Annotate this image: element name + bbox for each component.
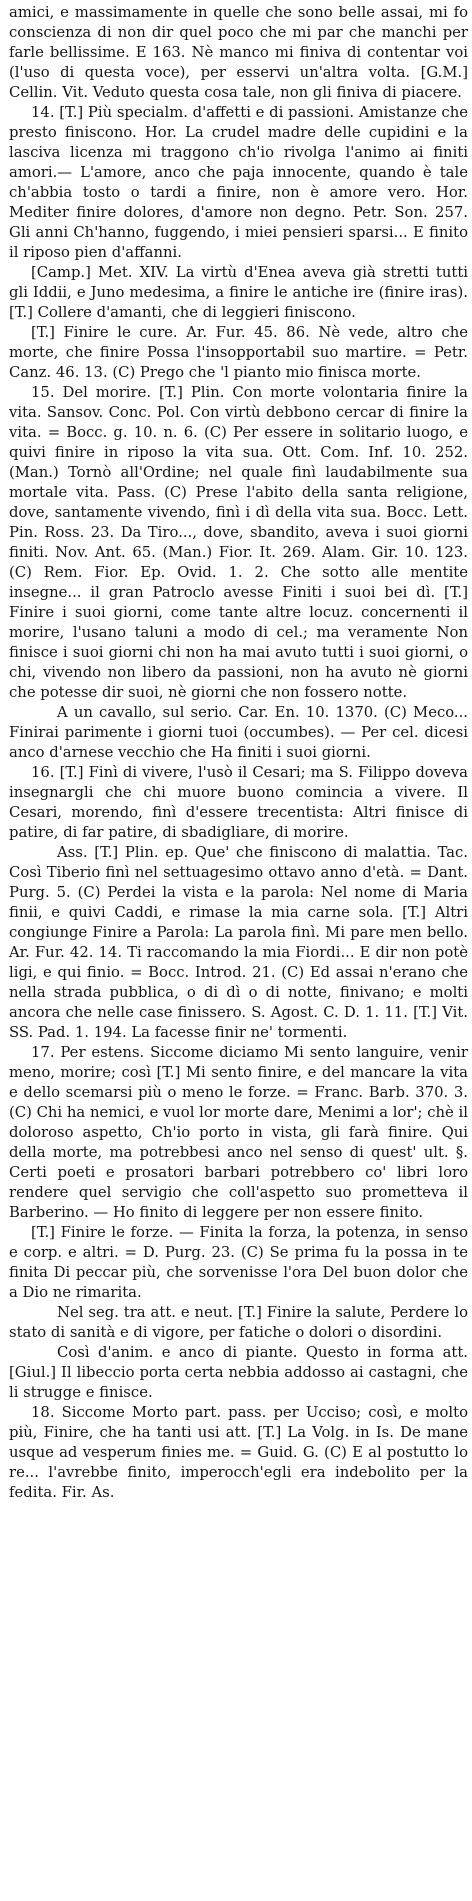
paragraph-cosi-d-anim: Così d'anim. e anco di piante. Questo in forma att. [Giul.] Il libeccio porta certa nebbia addosso ai castagni, che li strugge e finisce.: [9, 1344, 468, 1401]
paragraph-sense-18: 18. Siccome Morto part. pass. per Ucciso; così, e molto più, Finire, che ha tanti usi att. [T.] La Volg. in Is. De mane usque ad vesperum finies me. = Guid. G. (C) E al postutto lo re... l'avrebbe finito, imperocch'egli era indebolito per la fedita. Fir. As.: [9, 1404, 468, 1501]
paragraph-finire-le-cure: [T.] Finire le cure. Ar. Fur. 45. 86. Nè vede, altro che morte, che finire Possa l'insopportabil suo martire. = Petr. Canz. 46. 13. (C) Prego che 'l pianto mio finisca morte.: [9, 324, 468, 381]
paragraph-sense-16: 16. [T.] Finì di vivere, l'usò il Cesari; ma S. Filippo doveva insegnargli che chi muore buono comincia a vivere. Il Cesari, morendo, finì d'essere trecentista: Altri finisce di patire, di far patire, di sbadigliare, di morire.: [9, 764, 468, 841]
paragraph-nel-seg: Nel seg. tra att. e neut. [T.] Finire la salute, Perdere lo stato di sanità e di vigore, per fatiche o dolori o disordini.: [9, 1304, 468, 1341]
paragraph-amici-continuation: amici, e massimamente in quelle che sono belle assai, mi fo conscienza di non dir quel poco che mi par che manchi per farle bellissime. E 163. Nè manco mi finiva di contentar voi (l'uso di questa voce), per esservi un'altra volta. [G.M.] Cellin. Vit. Veduto questa cosa tale, non gli finiva di piacere.: [9, 4, 468, 101]
paragraph-camp-met: [Camp.] Met. XIV. La virtù d'Enea aveva già stretti tutti gli Iddii, e Juno medesima, a finire le antiche ire (finire iras). [T.] Collere d'amanti, che di leggieri finiscono.: [9, 264, 468, 321]
paragraph-sense-15: 15. Del morire. [T.] Plin. Con morte volontaria finire la vita. Sansov. Conc. Pol. Con virtù debbono cercar di finire la vita. = Bocc. g. 10. n. 6. (C) Per essere in solitario luogo, e quivi finire in riposo la vita sua. Ott. Com. Inf. 10. 252. (Man.) Tornò all'Ordine; nel quale finì laudabilmente sua mortale vita. Pass. (C) Prese l'abito della santa religione, dove, santamente vivendo, finì i dì della vita sua. Bocc. Lett. Pin. Ross. 23. Da Tiro..., dove, sbandito, aveva i suoi giorni finiti. Nov. Ant. 65. (Man.) Fior. It. 269. Alam. Gir. 10. 123. (C) Rem. Fior. Ep. Ovid. 1. 2. Che sotto alle mentite insegne... il gran Patroclo avesse Finiti i suoi bei dì. [T.] Finire i suoi giorni, come tante altre locuz. concernenti il morire, l'usano taluni a modo di cel.; ma veramente Non finisce i suoi giorni chi non ha mai avuto tutti i suoi giorni, o chi, vivendo non libero da passioni, non ha avuto nè giorni che potesse dir suoi, nè giorni che non fossero notte.: [9, 384, 468, 701]
paragraph-sense-14: 14. [T.] Più specialm. d'affetti e di passioni. Amistanze che presto finiscono. Hor. La crudel madre delle cupidini e la lasciva licenza mi traggono ch'io rivolga l'animo ai finiti amori.— L'amore, anco che paja innocente, quando è tale ch'abbia tosto o tardi a finire, non è amore vero. Hor. Mediter finire dolores, d'amore non degno. Petr. Son. 257. Gli anni Ch'hanno, fuggendo, i miei pensieri sparsi... E finito il riposo pien d'affanni.: [9, 104, 468, 261]
paragraph-ass: Ass. [T.] Plin. ep. Que' che finiscono di malattia. Tac. Così Tiberio finì nel settuagesimo ottavo anno d'età. = Dant. Purg. 5. (C) Perdei la vista e la parola: Nel nome di Maria finii, e quivi Caddi, e rimase la mia carne sola. [T.] Altri congiunge Finire a Parola: La parola finì. Mi pare men bello. Ar. Fur. 42. 14. Ti raccomando la mia Fiordi... E dir non potè ligi, e qui finio. = Bocc. Introd. 21. (C) Ed assai n'erano che nella strada pubblica, o di dì o di notte, finivano; e molti ancora che nelle case finissero. S. Agost. C. D. 1. 11. [T.] Vit. SS. Pad. 1. 194. La facesse finir ne' tormenti.: [9, 844, 468, 1041]
paragraph-sense-17: 17. Per estens. Siccome diciamo Mi sento languire, venir meno, morire; così [T.] Mi sento finire, e del mancare la vita e dello scemarsi più o meno le forze. = Franc. Barb. 370. 3. (C) Chi ha nemici, e vuol lor morte dare, Menimi a lor'; chè il doloroso aspetto, Ch'io porto in vista, gli farà finire. Qui della morte, ma potrebbesi anco nel senso di quest' ult. §. Certi poeti e prosatori barbari potrebbero co' libri loro rendere quel servigio che coll'aspetto suo prometteva il Barberino. — Ho finito di leggere per non essere finito.: [9, 1044, 468, 1221]
paragraph-a-un-cavallo: A un cavallo, sul serio. Car. En. 10. 1370. (C) Meco... Finirai parimente i giorni tuoi (occumbes). — Per cel. dicesi anco d'arnese vecchio che Ha finiti i suoi giorni.: [9, 704, 468, 761]
paragraph-finire-le-forze: [T.] Finire le forze. — Finita la forza, la potenza, in senso e corp. e altri. = D. Purg. 23. (C) Se prima fu la possa in te finita Di peccar più, che sorvenisse l'ora Del buon dolor che a Dio ne rimarita.: [9, 1224, 468, 1301]
